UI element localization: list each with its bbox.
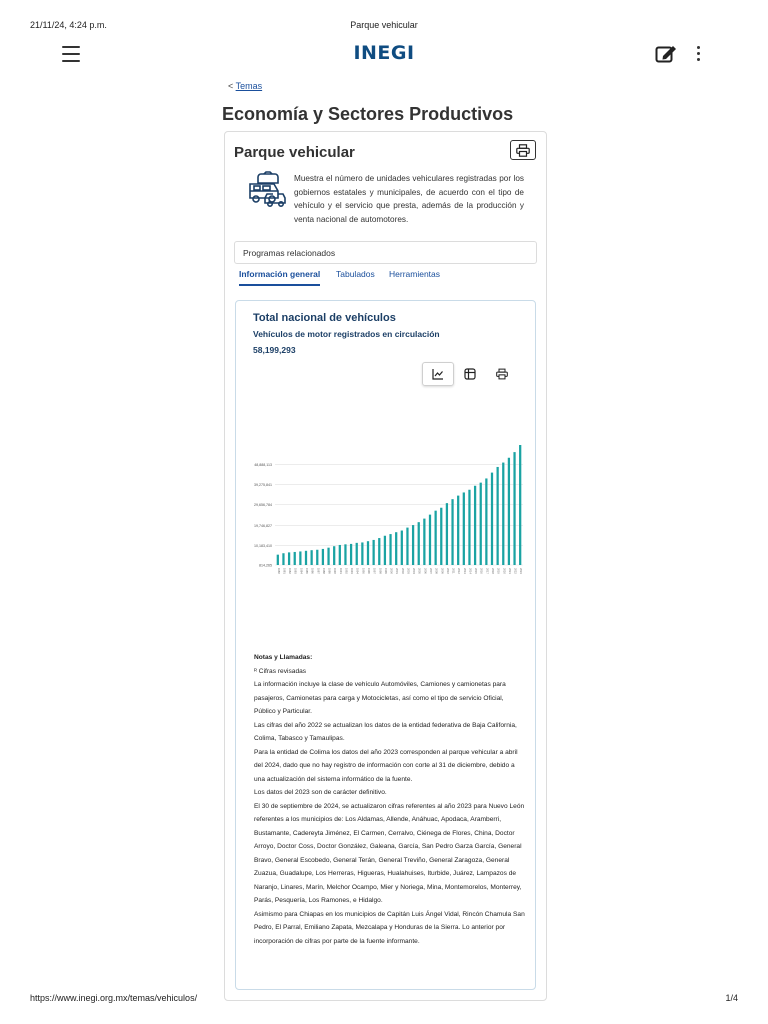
x-tick-label: 2015 <box>474 568 478 574</box>
x-tick-label: 1982 <box>288 568 292 574</box>
notes-section <box>254 651 526 948</box>
x-tick-label: 2001 <box>395 568 399 574</box>
bar-1993[interactable] <box>350 544 352 565</box>
x-tick-label: 2014 <box>468 568 472 574</box>
x-tick-label: 1988 <box>321 568 325 574</box>
x-tick-label: 2013 <box>462 568 466 574</box>
x-tick-label: 2017 <box>485 568 489 574</box>
y-tick-label: 10,183,410 <box>254 543 272 548</box>
chart-view-button[interactable] <box>422 362 454 386</box>
x-tick-label: 2000 <box>389 568 393 574</box>
bar-1995[interactable] <box>361 542 363 565</box>
x-tick-label: 1986 <box>310 568 314 574</box>
related-programs-dropdown[interactable]: Programas relacionados <box>234 241 537 264</box>
x-tick-label: 2010 <box>445 568 449 574</box>
indicator-title: Total nacional de vehículos <box>253 312 396 324</box>
x-tick-label: 1985 <box>305 568 308 574</box>
x-tick-label: 1997 <box>372 568 376 574</box>
tab-bar <box>239 269 539 289</box>
x-tick-label: 2009 <box>440 568 444 574</box>
bar-1992[interactable] <box>344 544 346 565</box>
table-icon <box>464 368 476 380</box>
print-title: Parque vehicular <box>350 20 418 30</box>
x-tick-label: 2023 <box>519 568 523 574</box>
bar-2006[interactable] <box>423 519 425 565</box>
x-tick-label: 2006 <box>423 568 427 574</box>
bar-1985[interactable] <box>305 551 307 565</box>
x-tick-label: 1983 <box>293 568 297 574</box>
x-tick-label: 1992 <box>344 568 348 574</box>
bar-2014[interactable] <box>468 490 470 565</box>
bar-2019[interactable] <box>497 467 499 565</box>
x-tick-label: 2002 <box>400 568 404 574</box>
bar-2023[interactable] <box>519 445 521 565</box>
bar-1983[interactable] <box>294 552 296 565</box>
edit-icon[interactable] <box>655 44 677 64</box>
x-tick-label: 2019 <box>496 568 500 574</box>
bar-1986[interactable] <box>311 550 313 565</box>
table-view-button[interactable] <box>454 362 486 386</box>
bar-2000[interactable] <box>389 534 391 565</box>
vehicles-bar-chart <box>241 441 531 591</box>
x-tick-label: 2004 <box>412 568 416 574</box>
x-tick-label: 1984 <box>299 568 303 574</box>
print-datetime: 21/11/24, 4:24 p.m. <box>30 20 107 30</box>
notes-heading: Notas y Llamadas: <box>254 654 313 661</box>
bar-1981[interactable] <box>282 553 284 565</box>
y-tick-label: 29,656,784 <box>254 503 272 508</box>
top-bar <box>0 42 768 70</box>
breadcrumb <box>228 81 262 91</box>
bar-2012[interactable] <box>457 496 459 565</box>
x-tick-label: 1995 <box>361 568 365 574</box>
x-tick-label: 2020 <box>502 568 506 574</box>
x-tick-label: 1990 <box>333 568 337 574</box>
bar-2004[interactable] <box>412 525 414 565</box>
indicator-panel <box>235 300 536 990</box>
x-tick-label: 2016 <box>479 568 483 574</box>
x-tick-label: 1981 <box>282 568 286 574</box>
bar-1987[interactable] <box>316 550 318 565</box>
bar-1984[interactable] <box>299 551 301 565</box>
x-tick-label: 1980 <box>276 568 280 574</box>
bar-1991[interactable] <box>339 545 341 565</box>
inegi-logo[interactable]: INEGI <box>353 42 415 64</box>
bar-1994[interactable] <box>356 543 358 565</box>
x-tick-label: 1993 <box>350 568 354 574</box>
print-page-number: 1/4 <box>725 993 738 1003</box>
bar-1982[interactable] <box>288 552 290 565</box>
bar-2016[interactable] <box>480 483 482 565</box>
note-line: Asimismo para Chiapas en los municipios de Capitán Luis Ángel Vidal, Rincón Chamula San Pedro, El Parral, Emiliano Zapata, Mezcalapa y Honduras de la Sierra. Lo anterior por incorporación de cifras por parte de la fuente informante. <box>254 910 525 945</box>
x-tick-label: 2011 <box>451 568 455 574</box>
vehicles-icon <box>247 170 287 210</box>
bar-2008[interactable] <box>435 511 437 565</box>
chart-print-button[interactable] <box>486 362 518 386</box>
more-options-icon[interactable] <box>694 46 702 64</box>
bar-2010[interactable] <box>446 503 448 565</box>
printer-icon <box>516 144 530 157</box>
bar-2018[interactable] <box>491 473 493 565</box>
indicator-total: 58,199,293 <box>253 345 296 355</box>
bar-2003[interactable] <box>406 528 408 565</box>
x-tick-label: 1994 <box>355 568 359 574</box>
note-line: Los datos del 2023 son de carácter definitivo. <box>254 789 387 796</box>
x-tick-label: 1987 <box>316 568 320 574</box>
bar-2020[interactable] <box>502 463 504 565</box>
chart-toolbar <box>422 362 520 386</box>
y-tick-label: 814,265 <box>259 563 272 568</box>
x-tick-label: 1991 <box>338 568 342 574</box>
x-tick-label: 2022 <box>513 568 517 574</box>
bar-2005[interactable] <box>418 522 420 565</box>
printer-icon <box>496 368 508 380</box>
bar-1990[interactable] <box>333 546 335 565</box>
x-tick-label: 1998 <box>378 568 382 574</box>
line-chart-icon <box>432 368 444 380</box>
breadcrumb-chevron: < <box>228 81 234 91</box>
tab-informacion-general[interactable]: Información general <box>239 269 320 286</box>
print-button[interactable] <box>510 140 536 160</box>
y-tick-label: 48,888,113 <box>254 462 272 467</box>
note-line: ᴿ Cifras revisadas <box>254 667 307 675</box>
bar-1988[interactable] <box>322 549 324 565</box>
print-url: https://www.inegi.org.mx/temas/vehiculos/ <box>30 993 198 1003</box>
bar-2001[interactable] <box>395 532 397 565</box>
page-title: Economía y Sectores Productivos <box>222 104 514 124</box>
bar-2021[interactable] <box>508 458 510 565</box>
bar-1980[interactable] <box>277 555 279 565</box>
tab-herramientas[interactable]: Herramientas <box>389 269 441 279</box>
breadcrumb-link-temas[interactable]: Temas <box>235 81 263 91</box>
bar-2011[interactable] <box>451 499 453 565</box>
x-tick-label: 2007 <box>429 568 432 574</box>
note-line: El 30 de septiembre de 2024, se actualizaron cifras referentes al año 2023 para Nuevo León referentes a los municipios de: Los Aldamas, Allende, Anáhuac, Apodaca, Aramberri, Bustamante, Cadereyta Jiménez, El Carmen, Cerralvo, Ciénega de Flores, China, Doctor Arroyo, Doctor Coss, Doctor González, Galeana, García, San Pedro Garza García, General Bravo, General Escobedo, General Terán, General Treviño, General Zaragoza, General Zuazua, Guadalupe, Los Herreras, Higueras, Hualahuises, Iturbide, Juárez, Lampazos de Naranjo, Linares, Marín, Melchor Ocampo, Mier y Noriega, Mina, Montemorelos, Monterrey, Parás, Pesquería, Los Ramones, e Hidalgo. <box>254 802 525 904</box>
note-line: Las cifras del año 2022 se actualizan los datos de la entidad federativa de Baja California, Colima, Tabasco y Tamaulipas. <box>254 721 517 742</box>
bar-1996[interactable] <box>367 541 369 565</box>
x-tick-label: 2005 <box>417 568 421 574</box>
bar-1989[interactable] <box>327 548 329 565</box>
x-tick-label: 1989 <box>327 568 331 574</box>
x-tick-label: 2018 <box>491 568 494 574</box>
bar-2007[interactable] <box>429 515 431 565</box>
tab-tabulados[interactable]: Tabulados <box>336 269 375 279</box>
topic-card <box>224 131 547 1001</box>
bar-2009[interactable] <box>440 508 442 565</box>
y-tick-label: 39,275,841 <box>254 483 272 488</box>
x-tick-label: 2008 <box>434 568 438 574</box>
bar-2015[interactable] <box>474 486 476 565</box>
x-tick-label: 2003 <box>406 568 410 574</box>
bar-1997[interactable] <box>373 540 375 565</box>
note-line: Para la entidad de Colima los datos del año 2023 corresponden al parque vehicular a abril del 2024, dado que no hay registro de información con corte al 31 de diciembre, debido a una actualización del sistema informático de la fuente. <box>254 748 518 783</box>
bar-2002[interactable] <box>401 531 403 565</box>
x-tick-label: 2021 <box>507 568 511 574</box>
topic-description: Muestra el número de unidades vehiculares registradas por los gobiernos estatales y municipales, de acuerdo con el tipo de vehículo y el servicio que presta, además de la producción y venta nacional de automotores. <box>294 174 524 224</box>
card-title: Parque vehicular <box>234 144 355 161</box>
bar-1999[interactable] <box>384 536 386 565</box>
bar-1998[interactable] <box>378 538 380 565</box>
y-tick-label: 19,746,827 <box>254 523 272 528</box>
x-tick-label: 1996 <box>367 568 370 574</box>
x-tick-label: 1999 <box>383 568 387 574</box>
x-tick-label: 2012 <box>457 568 461 574</box>
indicator-subtitle: Vehículos de motor registrados en circulación <box>253 329 440 339</box>
print-header <box>0 20 768 34</box>
bar-2017[interactable] <box>485 478 487 565</box>
note-line: La información incluye la clase de vehículo Automóviles, Camiones y camionetas para pasajeros, Camionetas para carga y Motocicletas, así como el tipo de servicio Oficial, Público y Particular. <box>254 681 506 715</box>
bar-2013[interactable] <box>463 492 465 565</box>
bar-2022[interactable] <box>513 452 515 565</box>
